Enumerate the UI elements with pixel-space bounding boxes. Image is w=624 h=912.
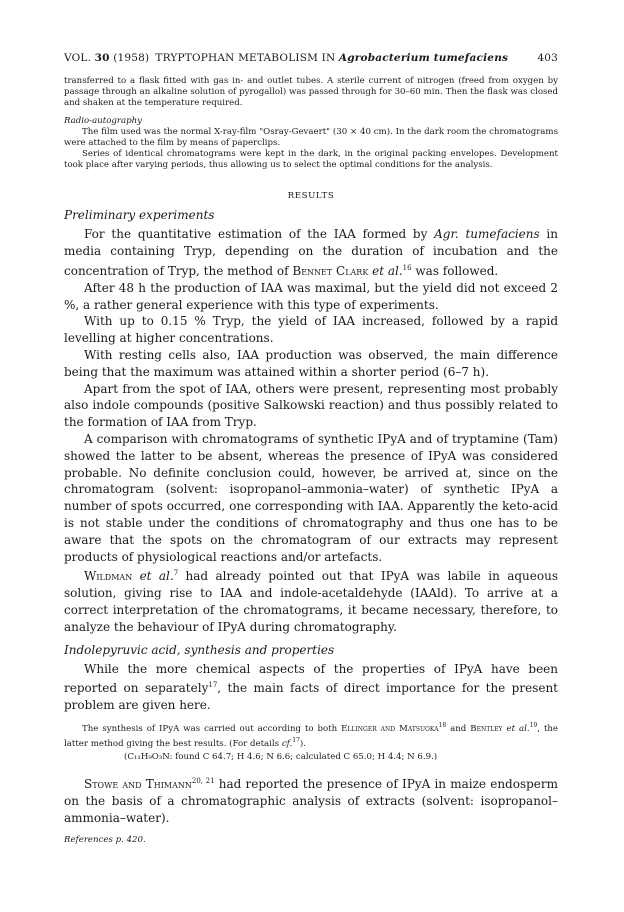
page-number: 403 — [537, 52, 558, 64]
p9-text-c: , the latter method giving the best results. (For details — [64, 723, 559, 749]
volume-info — [64, 52, 149, 64]
preliminary-heading: Preliminary experiments — [64, 208, 215, 223]
p9-text-d: ). — [299, 738, 306, 749]
p9-text-a: The synthesis of IPyA was carried out according to both — [82, 723, 342, 734]
p1-author: Bennet Clark — [292, 264, 369, 279]
running-title-text: TRYPTOPHAN METABOLISM IN — [155, 52, 336, 64]
p9-ref1: 18 — [438, 721, 447, 729]
p8-text-b: , the main facts of direct importance for the present problem are given here. — [64, 681, 559, 713]
p8-text-a: While the more chemical aspects of the properties of IPyA have been reported on separately — [64, 661, 558, 696]
paragraph-1 — [64, 226, 558, 279]
p9-authors: Ellinger and Matsuoka — [341, 723, 439, 734]
p9-cf: cf. — [281, 738, 293, 749]
paragraph-6: A comparison with chromatograms of synthetic IPyA and of tryptamine (Tam) showed the latter to be absent, whereas the presence of IPyA was considered probable. No definite conclusion could, however, be arrived at, since on the chromatogram (solvent: isopropanol–ammonia–water) of synthetic IPyA a number of spots occurred, one corresponding with IAA. Apparently the keto-acid is not stable under the conditions of chromatography and thus one has to be aware that the spots on the chromatogram of our extracts may represent products of physiological reactions and/or artefacts. — [64, 431, 558, 564]
p1-text-b: in media containing Tryp, depending on the duration of incubation and the concentration of Tryp, the method of — [64, 227, 558, 279]
references-note: References p. 420. — [64, 834, 146, 845]
paragraph-4: With resting cells also, IAA production was observed, the main difference being that the maximum was attained within a shorter period (6–7 h). — [64, 348, 558, 379]
p9-author2: Bentley — [470, 723, 503, 734]
p10-ref: 20, 21 — [191, 777, 215, 786]
p1-text-a: For the quantitative estimation of the IAA formed by — [84, 227, 435, 242]
p9-ref2: 19 — [529, 721, 538, 729]
p7-etal: et al. — [132, 569, 174, 584]
radio-paragraph-2: Series of identical chromatograms were kept in the dark, in the original packing envelopes. Development took place after varying periods, thus allowing us to select the optimal conditions for the analysis. — [64, 149, 558, 171]
p9-text-b: and — [446, 723, 471, 734]
ipya-heading: Indolepyruvic acid, synthesis and properties — [64, 642, 335, 657]
paragraph-10 — [64, 773, 558, 826]
results-heading: RESULTS — [287, 191, 335, 202]
paragraph-8 — [64, 661, 558, 714]
p7-author: Wildman — [84, 569, 133, 584]
running-title — [149, 52, 537, 64]
year: (1958) — [113, 52, 150, 64]
radio-paragraph-1: The film used was the normal X-ray-film "Osray-Gevaert" (30 × 40 cm). In the dark room the chromatograms were attached to the film by means of paperclips. — [64, 126, 558, 148]
p7-ref: 7 — [173, 569, 179, 578]
intro-paragraph: transferred to a flask fitted with gas in- and outlet tubes. A sterile current of nitrogen (freed from oxygen by passage through an alkaline solution of pyrogallol) was passed through for 30–60 min. Then the flask was closed and shaken at the temperature required. — [64, 76, 558, 109]
paragraph-9 — [64, 720, 558, 750]
p9-etal: et al. — [502, 723, 530, 734]
paragraph-7 — [64, 565, 558, 635]
p1-ref: 16 — [402, 264, 412, 273]
vol-number: 30 — [94, 52, 110, 64]
p9-ref3: 17 — [292, 737, 300, 744]
paragraph-3: With up to 0.15 % Tryp, the yield of IAA increased, followed by a rapid levelling at higher concentrations. — [64, 314, 558, 346]
p1-text-c: was followed. — [411, 264, 499, 279]
p7-text: had already pointed out that IPyA was labile in aqueous solution, giving rise to IAA and indole-acetaldehyde (IAAld). To arrive at a correct interpretation of the chromatograms, it became necessary, therefore, to analyze the behaviour of IPyA during chromatography. — [64, 569, 558, 634]
vol-label: VOL. — [64, 52, 92, 64]
p10-authors: Stowe and Thimann — [84, 777, 192, 792]
journal-page — [64, 52, 558, 845]
running-title-organism: Agrobacterium tumefaciens — [338, 52, 509, 64]
p1-organism: Agr. tumefaciens — [434, 227, 540, 242]
paragraph-5: Apart from the spot of IAA, others were present, representing most probably also indole compounds (positive Salkowski reaction) and thus possibly related to the formation of IAA from Tryp. — [64, 381, 558, 430]
running-header — [64, 52, 558, 70]
paragraph-2: After 48 h the production of IAA was maximal, but the yield did not exceed 2 %, a rather general experience with this type of experiments. — [64, 280, 558, 312]
chemical-formula: (C₁₁H₉O₃N: found C 64.7; H 4.6; N 6.6; calculated C 65.0; H 4.4; N 6.9.) — [124, 752, 438, 763]
p8-ref: 17 — [208, 681, 218, 690]
p10-text: had reported the presence of IPyA in maize endosperm on the basis of a chromatographic analysis of extracts (solvent: isopropanol–ammonia–water). — [64, 777, 559, 825]
p1-etal: et al. — [368, 264, 403, 279]
radio-autography-heading: Radio-autography — [64, 115, 143, 126]
